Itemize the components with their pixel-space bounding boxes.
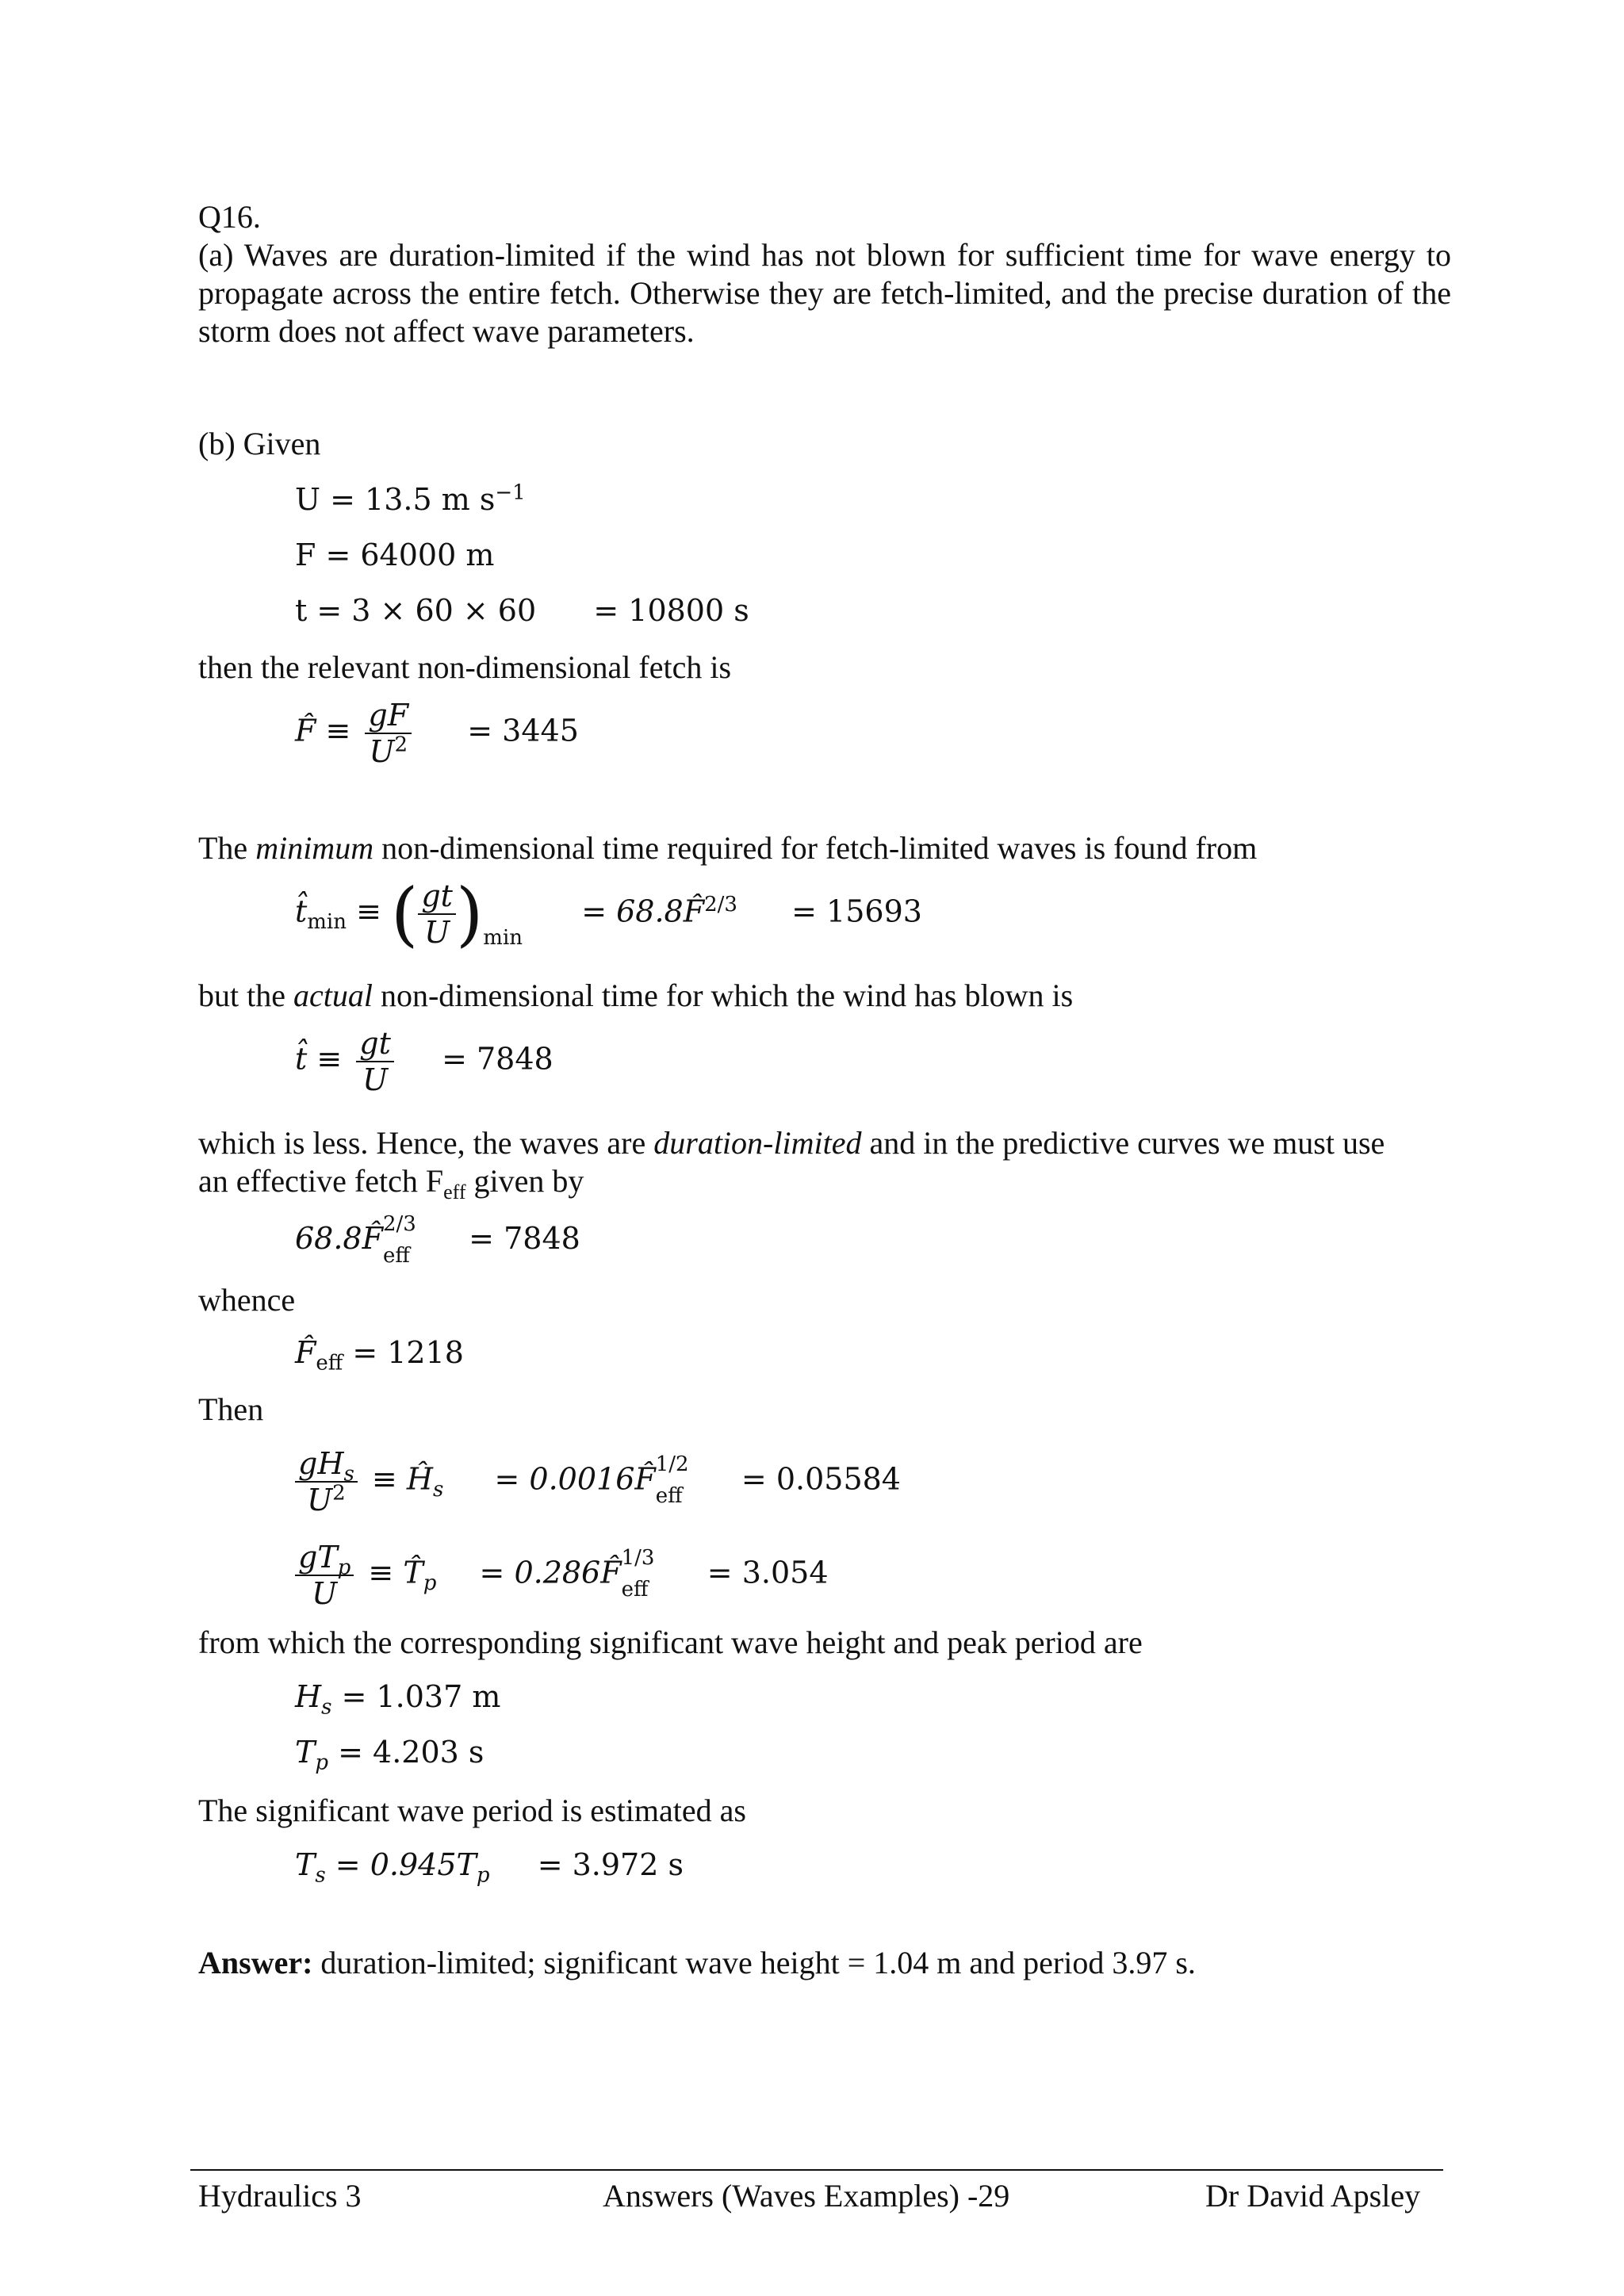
given-U: U = 13.5 m $s^{-1}$ [295, 480, 526, 517]
eq-nondim-fetch: F̂ ≡ $\frac{gF}{U^2}$ = 3445 [295, 698, 579, 769]
text-effective-fetch: an effective fetch $F_{eff}$ given by [198, 1163, 584, 1203]
eq-ts: $T_s = 0.945T_p = 3.972$ s [295, 1847, 684, 1888]
part-a-paragraph: (a) Waves are duration-limited if the wind has not blown for sufficient time for wave energy to propagate across the entire fetch. Otherwise they are fetch-limited, and the precise duration of the storm does not affect wave parameters. [198, 237, 1451, 349]
eq-tmin: $t̂_{min}$ ≡ ( $\frac{gt}{U}$ )$_{min}$ = 68.8F̂$^{2/3}$ = 15693 [295, 873, 922, 955]
text-then: Then [198, 1391, 264, 1427]
footer-right: Dr David Apsley [1205, 2178, 1421, 2214]
part-b-intro: (b) Given [198, 426, 321, 461]
question-label: Q16. [198, 199, 261, 235]
eq-feff-result: $F̂_{eff} = 1218$ [295, 1335, 464, 1376]
text-actual: but the actual non-dimensional time for which the wind has blown is [198, 978, 1074, 1013]
footer-center: Answers (Waves Examples) -29 [603, 2178, 1010, 2214]
result-hs: $H_s = 1.037$ m [295, 1679, 501, 1720]
text-fetch: then the relevant non-dimensional fetch is [198, 649, 732, 685]
footer-rule [190, 2169, 1443, 2171]
eq-tp: $\frac{gT_p}{U}$ ≡ $T̂_p$ = 0.286F̂ 1/3 eff = 3.054 [295, 1540, 829, 1611]
text-significant-period: The significant wave period is estimated as [198, 1793, 746, 1828]
text-duration-limited: which is less. Hence, the waves are duration-limited and in the predictive curves we must use [198, 1125, 1385, 1161]
result-tp: $T_p = 4.203$ s [295, 1735, 485, 1775]
eq-feff: 68.8F̂ 2/3 eff = 7848 [295, 1211, 580, 1268]
answer: Answer: duration-limited; significant wave height = 1.04 m and period 3.97 s. [198, 1945, 1196, 1980]
text-from-which: from which the corresponding significant wave height and peak period are [198, 1624, 1143, 1660]
given-t: t = 3 × 60 × 60 = 10800 s [295, 593, 749, 628]
eq-t-hat: t̂ ≡ $\frac{gt}{U}$ = 7848 [295, 1026, 553, 1097]
text-minimum: The minimum non-dimensional time required for fetch-limited waves is found from [198, 830, 1258, 866]
text-whence: whence [198, 1282, 296, 1318]
footer-left: Hydraulics 3 [198, 2178, 362, 2214]
given-F: F = 64000 m [295, 538, 495, 572]
eq-hs: $\frac{gH_s}{U^2}$ ≡ $Ĥ_s$ = 0.0016F̂ 1/2 eff = 0.05584 [295, 1446, 901, 1517]
